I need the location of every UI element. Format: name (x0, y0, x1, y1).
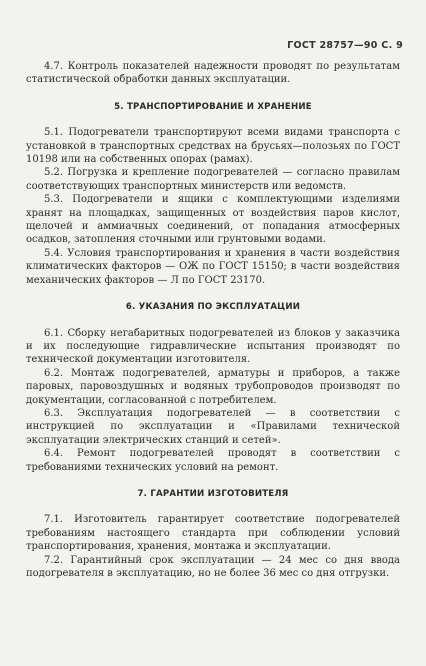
section-title-operation: 6. УКАЗАНИЯ ПО ЭКСПЛУАТАЦИИ (125, 302, 301, 313)
running-header: ГОСТ 28757—90 С. 9 (287, 40, 403, 51)
document-body (26, 60, 400, 580)
paragraph-5-4: 5.4. Условия транспортирования и хранения в части воздействия климатических факторов — ОЖ по ГОСТ 15150; в части воздействия механических факторов — Л по ГОСТ 23170. (26, 247, 400, 286)
paragraph-6-1: 6.1. Сборку негабаритных подогревателей из блоков у заказчика и их последующие гидравлические испытания производят по технической документации изготовителя. (26, 327, 400, 366)
paragraph-4-7: 4.7. Контроль показателей надежности проводят по результатам статистической обработки данных эксплуатации. (26, 61, 400, 86)
paragraph-5-3: 5.3. Подогреватели и ящики с комплектующими изделиями хранят на площадках, защищенных от воздействия паров кислот, щелочей и аммиачных соединений, от попадания атмосферных осадков, затопления сточными или грунтовыми водами. (26, 194, 400, 246)
section-title-transport: 5. ТРАНСПОРТИРОВАНИЕ И ХРАНЕНИЕ (114, 101, 312, 112)
paragraph-6-4: 6.4. Ремонт подогревателей проводят в соответствии с требованиями технических условий на ремонт. (26, 448, 400, 473)
paragraph-7-1: 7.1. Изготовитель гарантирует соответствие подогревателей требованиям настоящего стандарта при соблюдении условий транспортирования, хранения, монтажа и эксплуатации. (26, 514, 400, 553)
paragraph-6-2: 6.2. Монтаж подогревателей, арматуры и приборов, а также паровых, паровоздушных и водяных трубопроводов производят по документации, согласованной с потребителем. (26, 367, 400, 406)
paragraph-6-3: 6.3. Эксплуатация подогревателей — в соответствии с инструкцией по эксплуатации и «Правилами технической эксплуатации электрических станций и сетей». (26, 407, 400, 446)
paragraph-7-2: 7.2. Гарантийный срок эксплуатации — 24 мес со дня ввода подогревателя в эксплуатацию, но не более 36 мес со дня отгрузки. (26, 554, 400, 579)
paragraph-5-2: 5.2. Погрузка и крепление подогревателей — согласно правилам соответствующих транспортных министерств или ведомств. (26, 167, 400, 192)
section-title-warranty: 7. ГАРАНТИИ ИЗГОТОВИТЕЛЯ (137, 488, 289, 499)
paragraph-5-1: 5.1. Подогреватели транспортируют всеми видами транспорта с установкой в транспортных средствах на брусьях—полозьях по ГОСТ 10198 или на собственных опорах (рамах). (26, 127, 400, 166)
